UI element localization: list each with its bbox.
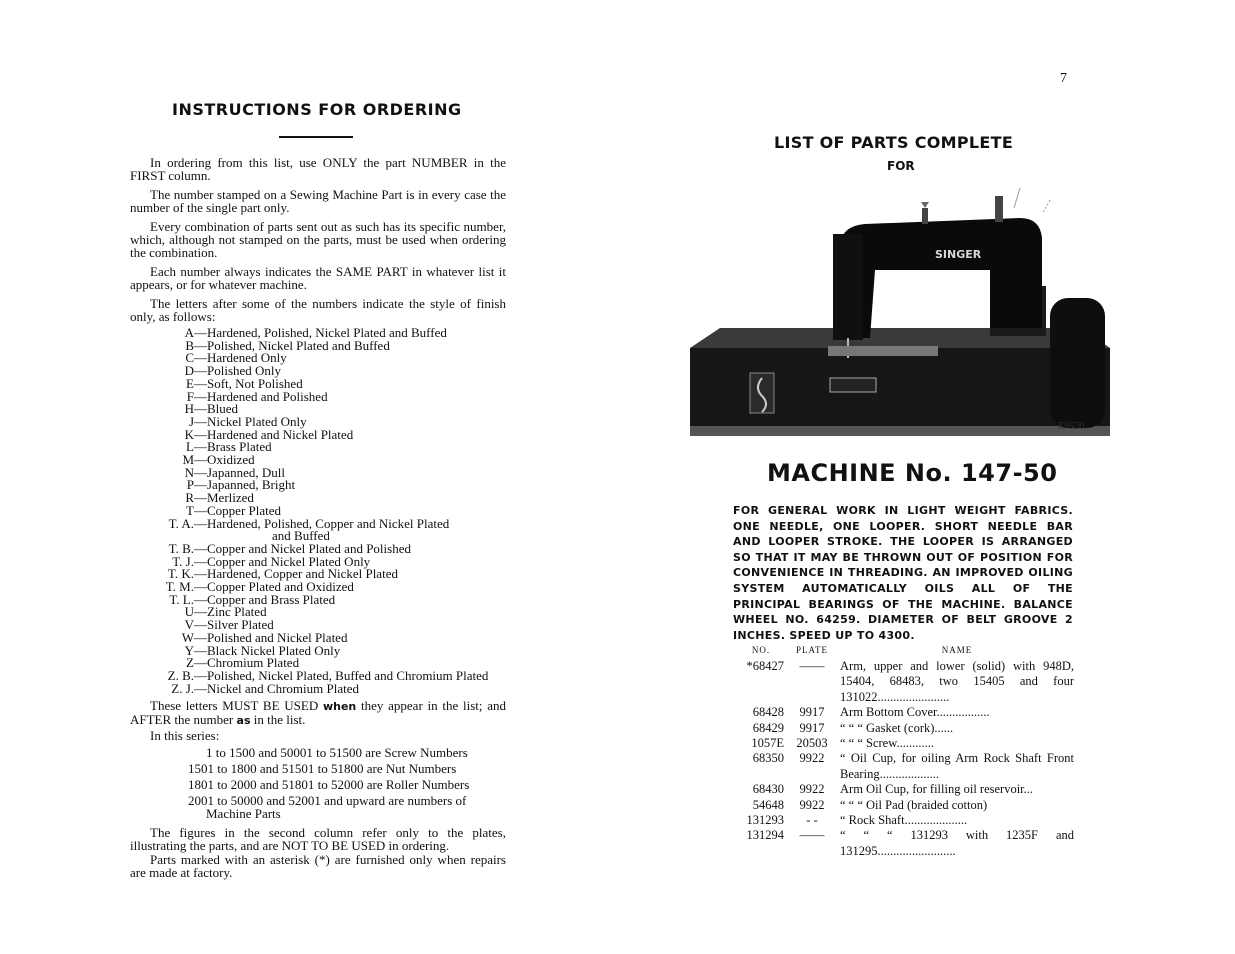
finish-letter-description: —Copper Plated and Oxidized xyxy=(194,579,354,595)
finish-letter-code: N xyxy=(184,464,194,480)
finish-letter-description: —Polished, Nickel Plated and Buffed xyxy=(194,337,390,353)
part-number: 131293 xyxy=(746,813,784,828)
finish-letter-code: T. L. xyxy=(169,591,194,607)
finish-letter-code: J xyxy=(188,413,194,429)
finish-letter-description: —Hardened, Polished, Nickel Plated and Buffed xyxy=(194,325,447,340)
finish-letter-code: M xyxy=(182,452,194,468)
series-line: 1501 to 1800 and 51501 to 51800 are Nut Numbers xyxy=(188,761,457,776)
series-line: 1 to 1500 and 50001 to 51500 are Screw Numbers xyxy=(206,745,468,760)
finish-letter-code: T. B. xyxy=(168,540,194,556)
finish-letter-description: —Polished, Nickel Plated, Buffed and Chromium Plated xyxy=(194,667,489,683)
parts-table-row xyxy=(738,751,1074,782)
finish-letter-description: —Japanned, Bright xyxy=(194,477,296,493)
finish-letter-code: Y xyxy=(184,642,194,658)
finish-letter-description: —Blued xyxy=(194,401,239,417)
finish-letter-description: —Zinc Plated xyxy=(194,604,267,620)
finish-letter-code: T. J. xyxy=(172,553,194,569)
part-number: 68350 xyxy=(752,751,784,766)
finish-letter-code: C xyxy=(185,350,194,366)
finish-letter-description: —Polished Only xyxy=(194,363,282,379)
finish-letter-code: K xyxy=(184,426,194,442)
machine-arm xyxy=(840,218,1042,338)
part-name: Arm Oil Cup, for filling oil reservoir... xyxy=(840,782,1034,797)
part-name: Arm, upper and lower (solid) with 948D, 15404, 68483, two 15405 and four 131022....................... xyxy=(840,659,1074,704)
part-number: 131294 xyxy=(746,828,784,843)
part-number: 68430 xyxy=(752,782,784,797)
finish-letter-code: E xyxy=(186,375,194,391)
asterisk-note: Parts marked with an asterisk (*) are furnished only when repairs are made at factory. xyxy=(130,852,506,880)
finish-letter-row xyxy=(130,403,506,416)
parts-table-body xyxy=(738,659,1074,859)
series-line: 1801 to 2000 and 51801 to 52000 are Roller Numbers xyxy=(188,777,470,792)
finish-letter-description: —Copper and Nickel Plated Only xyxy=(194,553,371,569)
instruction-paragraph: Every combination of parts sent out as such has its specific number, which, although not stamped on the parts, must be used when ordering the combination. xyxy=(130,219,506,260)
parts-table xyxy=(738,645,1074,859)
plate-number: —— xyxy=(799,659,825,673)
finish-letter-description: —Copper Plated xyxy=(194,502,282,518)
machine-head xyxy=(833,234,863,340)
part-name: “ Oil Cup, for oiling Arm Rock Shaft Front Bearing................... xyxy=(840,751,1074,781)
series-line-continued: Machine Parts xyxy=(206,806,281,821)
finish-letter-description: —Merlized xyxy=(194,490,254,506)
finish-letter-list xyxy=(130,327,506,695)
plate-number: 9917 xyxy=(799,705,825,720)
part-number: 54648 xyxy=(752,797,784,812)
finish-letter-description: —Hardened and Polished xyxy=(194,388,328,404)
parts-list-title: LIST OF PARTS COMPLETE xyxy=(774,133,1014,152)
finish-letter-code: V xyxy=(184,617,194,633)
finish-letter-code: L xyxy=(186,439,194,455)
finish-letter-code: Z. J. xyxy=(171,680,194,696)
finish-letter-code: H xyxy=(184,401,194,417)
finish-letter-code: P xyxy=(186,477,194,493)
instruction-paragraph: Each number always indicates the SAME PART in whatever list it appears, or for whatever machine. xyxy=(130,264,506,292)
part-name: “ “ “ 131293 with 1235F and 131295......................... xyxy=(840,828,1074,858)
plate-number: —— xyxy=(799,828,825,843)
finish-letter-description: —Hardened, Copper and Nickel Plated xyxy=(194,566,398,582)
singer-logo: SINGER xyxy=(935,248,982,261)
part-name: “ Rock Shaft.................... xyxy=(840,813,968,828)
parts-table-row xyxy=(738,828,1074,859)
heading-rule xyxy=(279,136,353,138)
finish-letter-code: A xyxy=(184,325,194,340)
finish-letter-description: —Hardened and Nickel Plated xyxy=(194,426,354,442)
finish-letter-code: T. A. xyxy=(168,515,194,531)
instruction-paragraph: The number stamped on a Sewing Machine Part is in every case the number of the single part only. xyxy=(130,187,506,215)
finish-letter-description: —Chromium Plated xyxy=(194,655,300,671)
finish-letter-description: —Oxidized xyxy=(194,452,255,468)
part-number: 68429 xyxy=(752,720,784,735)
instruction-paragraph: In ordering from this list, use ONLY the part NUMBER in the FIRST column. xyxy=(130,155,506,183)
finish-letter-code: Z. B. xyxy=(167,667,194,683)
sewing-machine-illustration xyxy=(690,178,1110,440)
instructions-paragraphs xyxy=(130,156,506,329)
finish-letter-code: U xyxy=(184,604,194,620)
parts-table-row xyxy=(738,659,1074,705)
finish-letter-code: W xyxy=(181,629,194,645)
part-name: Arm Bottom Cover................. xyxy=(840,705,990,720)
header-plate: PLATE xyxy=(796,645,828,655)
finish-letter-description: —Soft, Not Polished xyxy=(194,375,303,391)
parts-table-row xyxy=(738,721,1074,736)
finish-letter-description: —Copper and Brass Plated xyxy=(194,591,336,607)
machine-description: FOR GENERAL WORK IN LIGHT WEIGHT FABRICS. ONE NEEDLE, ONE LOOPER. SHORT NEEDLE BAR AND LOOPER STROKE. THE LOOPER IS ARRANGED SO THAT IT MAY BE THROWN OUT OF POSITION FOR CONVENIENCE IN THREADING. AN IMPROVED OILING SYSTEM AUTOMATICALLY OILS ALL OF THE PRINCIPAL BEARINGS OF THE MACHINE. BALANCE WHEEL NO. 64259. DIAMETER OF BELT GROOVE 2 INCHES. SPEED UP TO 4300. xyxy=(733,504,1073,642)
instructions-heading: INSTRUCTIONS FOR ORDERING xyxy=(172,100,462,119)
part-number: *68427 xyxy=(746,659,784,673)
balance-wheel-housing xyxy=(1050,298,1105,428)
plate-number: 20503 xyxy=(796,736,828,751)
parts-table-row xyxy=(738,798,1074,813)
plate-number: 9917 xyxy=(799,720,825,735)
part-name: “ “ “ Gasket (cork)...... xyxy=(840,720,954,735)
finish-letter-description: —Nickel and Chromium Plated xyxy=(194,680,360,696)
finish-letter-description: —Hardened Only xyxy=(194,350,287,366)
table-top xyxy=(690,328,1110,348)
parts-table-row xyxy=(738,813,1074,828)
finish-letter-code: R xyxy=(185,490,194,506)
part-number: 1057E xyxy=(751,736,784,751)
photo-code: E9520. xyxy=(1058,421,1087,432)
finish-letter-description: and Buffed xyxy=(272,528,330,544)
part-name: “ “ “ Oil Pad (braided cotton) xyxy=(840,797,988,812)
parts-table-row xyxy=(738,736,1074,751)
plate-number: - - xyxy=(806,813,818,828)
finish-letter-description: —Polished and Nickel Plated xyxy=(194,629,348,645)
series-line: 2001 to 50000 and 52001 and upward are numbers of xyxy=(188,793,467,808)
finish-letter-code: F xyxy=(186,388,194,404)
finish-letter-code: T. K. xyxy=(167,566,194,582)
finish-letter-description: —Brass Plated xyxy=(194,439,272,455)
plate-number: 9922 xyxy=(799,751,825,766)
plates-note: The figures in the second column refer only to the plates, illustrating the parts, and are NOT TO BE USED in ordering. xyxy=(130,825,506,853)
finish-letter-description: —Copper and Nickel Plated and Polished xyxy=(194,540,411,556)
finish-letter-code: T. M. xyxy=(165,579,194,595)
series-intro: In this series: xyxy=(150,728,220,743)
finish-letter-description: —Silver Plated xyxy=(194,617,274,633)
instruction-paragraph: The letters after some of the numbers indicate the style of finish only, as follows: xyxy=(130,296,506,324)
machine-title: MACHINE No. 147-50 xyxy=(767,459,1058,487)
part-name: “ “ “ Screw............ xyxy=(840,736,934,751)
ordering-notes xyxy=(130,699,506,885)
page-number: 7 xyxy=(1060,71,1067,86)
finish-letter-code: D xyxy=(184,363,194,379)
finish-letter-description: —Hardened, Polished, Copper and Nickel Plated xyxy=(194,515,450,531)
parts-table-header xyxy=(738,645,1074,659)
parts-table-row xyxy=(738,782,1074,797)
part-number: 68428 xyxy=(752,705,784,720)
sewing-machine-photo xyxy=(690,178,1110,440)
finish-letter-code: T xyxy=(186,502,194,518)
parts-table-row xyxy=(738,705,1074,720)
plate-number: 9922 xyxy=(799,782,825,797)
header-no: NO. xyxy=(751,645,771,655)
finish-letter-description: —Nickel Plated Only xyxy=(194,413,307,429)
must-be-used-note: These letters MUST BE USED when they appear in the list; and AFTER the number as in the list. xyxy=(130,698,507,727)
finish-letter-code: B xyxy=(185,337,194,353)
finish-letter-description: —Black Nickel Plated Only xyxy=(194,642,341,658)
plate-number: 9922 xyxy=(799,797,825,812)
table-base xyxy=(690,426,1110,436)
finish-letter-code: Z xyxy=(186,655,194,671)
finish-letter-description: —Japanned, Dull xyxy=(194,464,285,480)
for-label: FOR xyxy=(887,159,915,173)
header-name: NAME xyxy=(941,645,973,655)
finish-letter-row xyxy=(130,680,506,696)
